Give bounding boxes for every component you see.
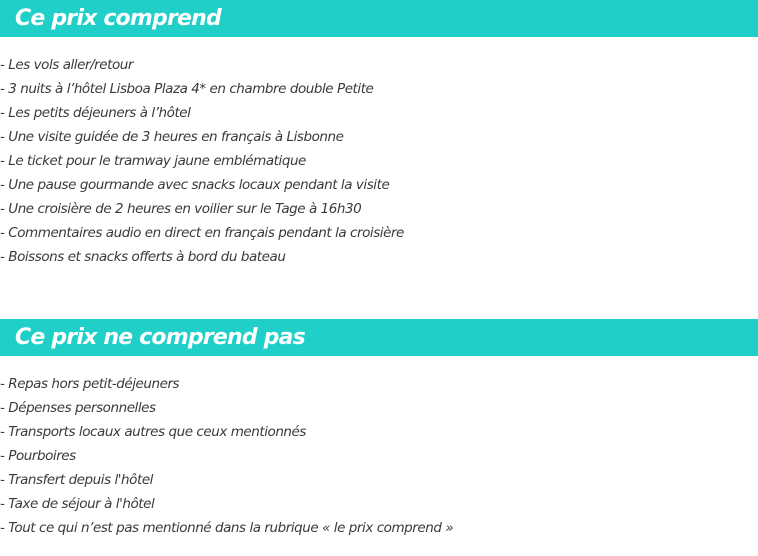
list-item: - Une visite guidée de 3 heures en français à Lisbonne [0,129,344,145]
list-item: - Repas hors petit-déjeuners [0,376,180,392]
list-item: - Une pause gourmande avec snacks locaux pendant la visite [0,177,390,193]
includes-title: Ce prix comprend [15,5,221,31]
list-item: - 3 nuits à l’hôtel Lisboa Plaza 4* en chambre double Petite [0,81,374,97]
list-item: - Tout ce qui n’est pas mentionné dans la rubrique « le prix comprend » [0,520,454,536]
list-item: - Une croisière de 2 heures en voilier sur le Tage à 16h30 [0,201,362,217]
list-item: - Les vols aller/retour [0,57,133,73]
list-item: - Le ticket pour le tramway jaune emblématique [0,153,306,169]
includes-list [0,53,404,269]
excludes-section-header [0,319,758,356]
excludes-title: Ce prix ne comprend pas [15,324,305,350]
list-item: - Commentaires audio en direct en français pendant la croisière [0,225,404,241]
list-item: - Les petits déjeuners à l’hôtel [0,105,191,121]
list-item: - Dépenses personnelles [0,400,156,416]
includes-section-header [0,0,758,37]
list-item: - Pourboires [0,448,76,464]
list-item: - Transfert depuis l'hôtel [0,472,153,488]
list-item: - Boissons et snacks offerts à bord du bateau [0,249,286,265]
list-item: - Taxe de séjour à l'hôtel [0,496,155,512]
excludes-list [0,372,453,540]
list-item: - Transports locaux autres que ceux mentionnés [0,424,306,440]
